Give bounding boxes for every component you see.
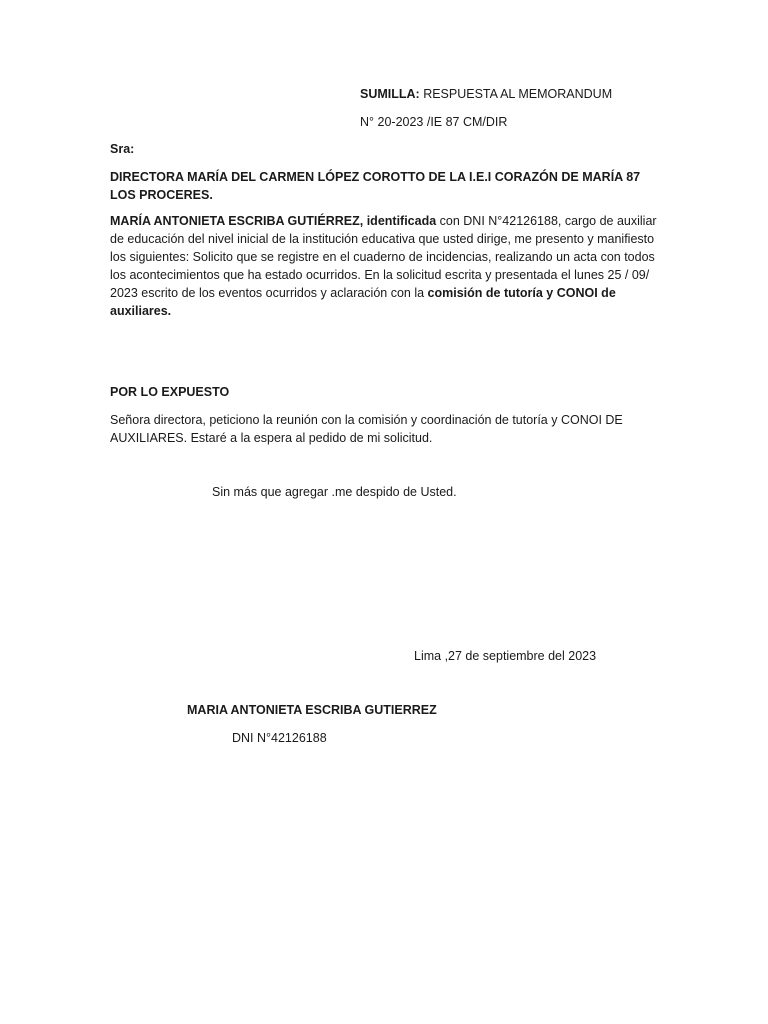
sender-name: MARÍA ANTONIETA ESCRIBA GUTIÉRREZ, identificada (110, 214, 437, 228)
por-lo-expuesto-heading: POR LO EXPUESTO (110, 385, 230, 399)
signature-dni: DNI N°42126188 (232, 731, 327, 745)
request-paragraph: Señora directora, peticiono la reunión con la comisión y coordinación de tutoría y CONOI DE AUXILIARES. Estaré a la espera al pedido de mi solicitud. (110, 413, 623, 445)
signature-name: MARIA ANTONIETA ESCRIBA GUTIERREZ (187, 703, 437, 717)
body-paragraph (110, 212, 658, 320)
sumilla-line (360, 85, 612, 103)
sumilla-text: RESPUESTA AL MEMORANDUM (419, 87, 613, 101)
salutation: Sra: (110, 142, 135, 156)
closing-line: Sin más que agregar .me despido de Usted. (212, 485, 457, 499)
memorandum-number: N° 20-2023 /IE 87 CM/DIR (360, 115, 508, 129)
addressee: DIRECTORA MARÍA DEL CARMEN LÓPEZ COROTTO DE LA I.E.I CORAZÓN DE MARÍA 87 LOS PROCERES. (110, 170, 641, 202)
body-text: con DNI N°42126188, cargo de auxiliar de educación del nivel inicial de la institución educativa que usted dirige, me presento y manifiesto los siguientes: Solicito que se registre en el cuaderno de incidencias, realizando un acta con todos los acontecimientos que ha estado ocurridos. En la solicitud escrita y presentada el lunes 25 / 09/ 2023 escrito de los eventos ocurridos y aclaración con la (110, 214, 657, 300)
body-emphasis: comisión de tutoría y CONOI de auxiliares. (110, 286, 616, 318)
sumilla-label: SUMILLA: (360, 87, 420, 101)
place-date: Lima ,27 de septiembre del 2023 (414, 649, 597, 663)
